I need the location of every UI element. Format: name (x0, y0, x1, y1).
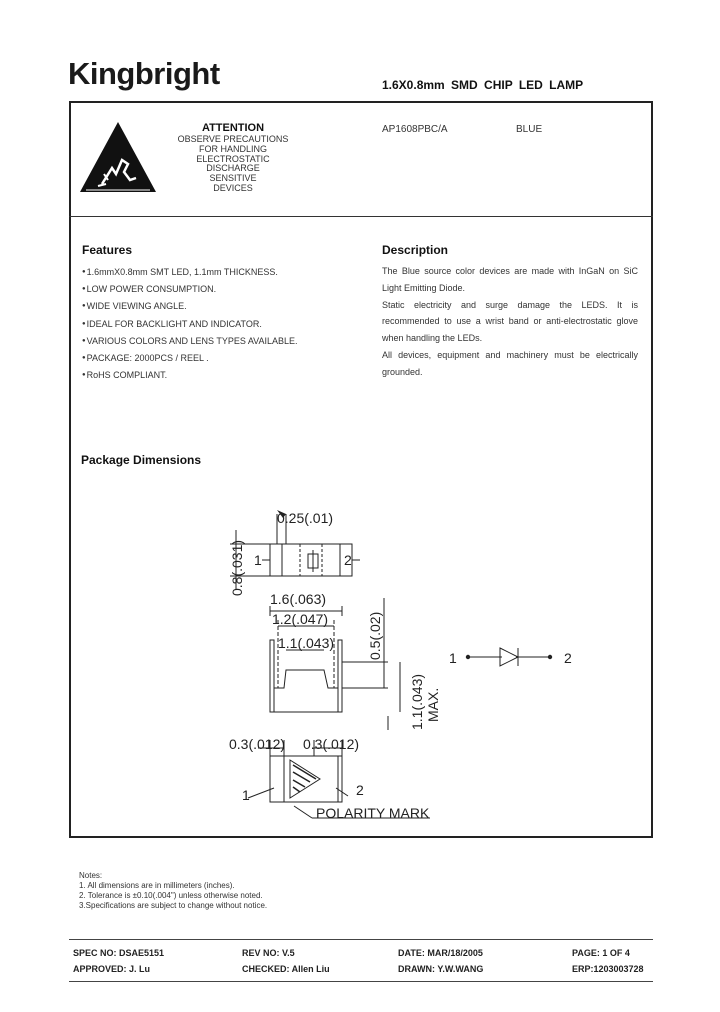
footer-rule-top (69, 939, 653, 940)
esd-warning-icon (78, 120, 158, 194)
note-item: 3.Specifications are subject to change without notice. (79, 901, 268, 910)
dim-left-pad: 0.3(.012) (229, 736, 286, 752)
attention-line: SENSITIVE (209, 173, 257, 184)
features-heading: Features (82, 243, 133, 257)
feature-item: ● VARIOUS COLORS AND LENS TYPES AVAILABLE. (82, 333, 298, 350)
kingbright-logo: Kingbright (68, 56, 220, 91)
package-dimension-drawing (220, 500, 620, 830)
feature-item: ● RoHS COMPLIANT. (82, 367, 298, 384)
bottom-pin1: 1 (242, 787, 250, 803)
dim-right-pad: 0.3(.012) (303, 736, 360, 752)
attention-line: OBSERVE PRECAUTIONS (177, 134, 289, 144)
features-list (82, 264, 298, 384)
description-paragraph: The Blue source color devices are made with InGaN on SiC Light Emitting Diode. (382, 266, 638, 293)
attention-line: ELECTROSTATIC (196, 153, 270, 164)
description-heading: Description (382, 243, 449, 257)
dim-height: 0.8(.031) (229, 539, 245, 596)
attention-divider (69, 216, 653, 217)
feature-item: ● 1.6mmX0.8mm SMT LED, 1.1mm THICKNESS. (82, 264, 298, 281)
top-pin2: 2 (344, 552, 352, 568)
rev-no: REV NO: V.5 (242, 948, 295, 958)
dim-length: 1.6(.063) (270, 591, 327, 607)
feature-item: ● LOW POWER CONSUMPTION. (82, 281, 298, 298)
attention-title: ATTENTION (201, 122, 265, 134)
date: DATE: MAR/18/2005 (398, 948, 483, 958)
document-title: 1.6X0.8mm SMD CHIP LED LAMP (382, 78, 584, 92)
top-pin1: 1 (254, 552, 262, 568)
part-color: BLUE (516, 124, 543, 135)
side-view-body (274, 670, 338, 712)
dim-inner: 1.2(.047) (272, 611, 329, 627)
description-paragraph: Static electricity and surge damage the LEDS. It is recommended to use a wrist band or anti-electrostatic glove when handling the LEDs. (382, 299, 638, 344)
spec-no: SPEC NO: DSAE5151 (73, 948, 165, 958)
description-paragraph: All devices, equipment and machinery must be electrically grounded. (382, 349, 638, 377)
description-body (382, 263, 638, 381)
approved-by: APPROVED: J. Lu (73, 964, 151, 974)
part-number: AP1608PBC/A (382, 124, 448, 135)
circuit-pin2: 2 (564, 650, 572, 666)
note-item: 2. Tolerance is ±0.10(.004") unless otherwise noted. (79, 891, 263, 900)
dim-thickness: 1.1(.043) (409, 673, 425, 730)
page-number: PAGE: 1 OF 4 (572, 948, 630, 958)
cathode-dot (548, 655, 552, 659)
feature-item: ● PACKAGE: 2000PCS / REEL . (82, 350, 298, 367)
attention-line: DISCHARGE (206, 163, 260, 174)
erp-number: ERP:1203003728 (572, 964, 644, 974)
dim-max: MAX. (425, 687, 441, 722)
note-item: 1. All dimensions are in millimeters (inches). (79, 881, 235, 890)
drawn-by: DRAWN: Y.W.WANG (398, 964, 484, 974)
feature-item: ● WIDE VIEWING ANGLE. (82, 298, 298, 315)
checked-by: CHECKED: Allen Liu (242, 964, 330, 974)
notes (79, 871, 267, 911)
attention-line: DEVICES (213, 182, 253, 193)
dim-lens: 1.1(.043) (278, 635, 335, 651)
package-heading: Package Dimensions (81, 453, 202, 467)
footer-rule-bottom (69, 981, 653, 982)
attention-text (160, 135, 306, 194)
notes-heading: Notes: (79, 871, 103, 880)
dim-pad-width: 0.25(.01) (277, 510, 334, 526)
anode-dot (466, 655, 470, 659)
circuit-pin1: 1 (449, 650, 457, 666)
attention-line: FOR HANDLING (198, 143, 267, 154)
polarity-mark-label: POLARITY MARK (316, 805, 430, 821)
bottom-pin2: 2 (356, 782, 364, 798)
dim-lead: 0.5(.02) (367, 611, 383, 660)
diode-symbol (500, 648, 518, 666)
feature-item: ● IDEAL FOR BACKLIGHT AND INDICATOR. (82, 316, 298, 333)
